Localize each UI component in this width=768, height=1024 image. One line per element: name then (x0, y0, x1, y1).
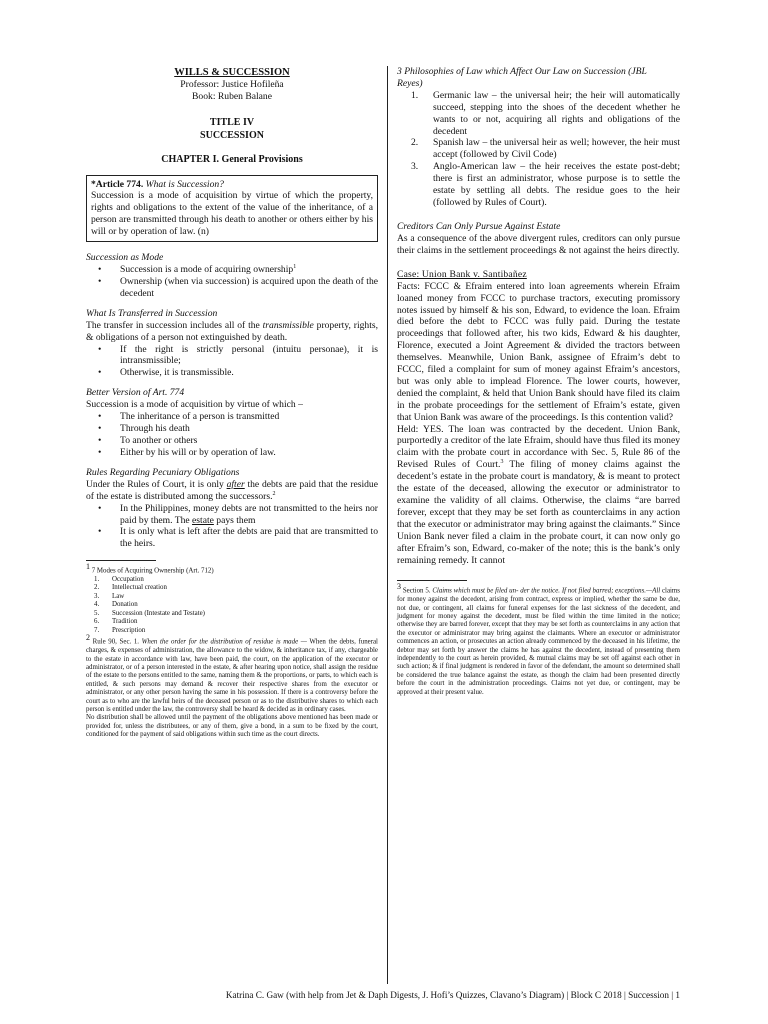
transferred-intro: The transfer in succession includes all of the transmissible property, rights, & obligations of a person not extinguished by death. (86, 319, 378, 343)
list-item: 1. Occupation (94, 575, 144, 583)
better-version-list (86, 411, 378, 459)
case-held: Held: YES. The loan was contracted by the decedent. Union Bank, purportedly a creditor of the late Efraim, should have thus filed its money claim with the probate court in accordance with Sec. 5, Rule 86 of the Revised Rules of Court.$^3$ The filing of money claims against the decedent’s estate in the probate court is mandatory, & is meant to protect the estate of the deceased, allowing the executor or administrator to examine the validity of all claims. Otherwise, the claims “are barred forever, except that they may be set forth as counterclaims in any action that the executor or administrator may bring against the claimants.” Since Union Bank never filed a claim in the probate court, it can now only go after Efraim’s son, Edward, co-maker of the note; this is the bank’s only remaining remedy. It cannot (397, 423, 681, 566)
book-line: Book: Ruben Balane (192, 91, 272, 102)
bullet-icon: • (98, 367, 102, 379)
article-label: *Article 774. (91, 178, 144, 190)
list-item: • If the right is strictly personal (intuitu personae), it is intransmissible; (98, 343, 378, 367)
list-item: • Through his death (98, 423, 190, 435)
list-item: 2. Intellectual creation (94, 584, 167, 592)
footnote-divider (397, 580, 467, 581)
footnote-3: 3 Section 5. Claims which must be filed un- der the notice. If not filed barred; exceptions.—All claims for money against the decedent, arising from contract, express or implied, whether the same be due, not due, or contingent, all claims for funeral expenses for the last sickness of the decedent, and judgment for money against the decedent, must be filed within the time limited in the notice; otherwise they are barred forever, except that they may be set forth as counterclaims in any action that the executor or administrator may bring against the claimants. Where an executor or administrator commences an action, or prosecutes an action already commenced by the deceased in his lifetime, the debtor may set forth by answer the claims he has against the decedent, instead of presenting them independently to the court as herein provided, & mutual claims may be set off against each other in such action; & if final judgment is rendered in favor of the defendant, the amount so determined shall be considered the true balance against the estate, as though the claim had been presented directly before the court in the administration proceedings. Claims not yet due, or contingent, may be approved at their present value. (397, 582, 680, 696)
bullet-icon: • (98, 446, 102, 458)
bullet-icon: • (98, 435, 102, 446)
bullet-icon: • (98, 502, 102, 514)
list-item: 4. Donation (94, 601, 138, 609)
succession-as-mode-list (86, 264, 378, 300)
bullet-icon: • (98, 526, 102, 538)
succession-as-mode-heading: Succession as Mode (86, 252, 164, 264)
list-item: 5. Succession (Intestate and Testate) (94, 609, 205, 617)
list-item: 6. Tradition (94, 618, 138, 626)
article-question: What is Succession? (145, 178, 224, 190)
list-item: 1. Germanic law – the universal heir; the heir will automatically succeed, stepping into the shoes of the decedent whether he wants to or not, acquiring all rights and obligations of the decedent (411, 89, 680, 137)
article-774-heading (91, 179, 373, 191)
list-item: 7. Prescription (94, 626, 146, 634)
footnote-ref: 1 (293, 263, 297, 270)
left-column (86, 66, 378, 740)
page-footer: Katrina C. Gaw (with help from Jet & Daph Digests, J. Hofi’s Quizzes, Clavano’s Diagram) | Block C 2018 | Succession | 1 (225, 990, 680, 1000)
footnote-ref: 2 (272, 490, 276, 497)
philosophies-list (397, 90, 680, 209)
title-heading: TITLE IV (209, 117, 255, 128)
transferred-heading: What Is Transferred in Succession (86, 307, 218, 319)
chapter-name: General Provisions (221, 154, 303, 165)
list-item: • To another or others (98, 435, 198, 446)
case-heading: Case: Union Bank v. Santibañez (397, 268, 527, 280)
list-item: • Ownership (when via succession) is acquired upon the death of the decedent (98, 275, 378, 299)
footnote-2: 2 Rule 90, Sec. 1. When the order for the distribution of residue is made — When the debts, funeral charges, & expenses of administration, the allowance to the widow, & inheritance tax, if any, chargeable to the estate in accordance with law, have been paid, the court, on the application of the executor or administrator, or of a person interested in the estate, & after hearing upon notice, shall assign the residue of the estate to the persons entitled to the same, naming them & the proportions, or parts, to which each is entitled, & such persons may demand & recover their respective shares from the executor or administrator, or any other person having the same in his possession. If there is a controversy before the court as to who are the lawful heirs of the deceased person or as to the distributive shares to which each person is entitled under the law, the controversy shall be heard & decided as in ordinary cases. No distribution shall be allowed until the payment of the obligations above mentioned has been made or provided for, unless the distributees, or any of them, give a bond, in a sum to be fixed by the court, conditioned for the payment of said obligations within such time as the court directs. (86, 633, 378, 739)
article-774-box (86, 175, 378, 243)
list-item: • It is only what is left after the debts are paid that are transmitted to the heirs. (98, 526, 378, 550)
column-divider (387, 66, 388, 984)
list-item: • Succession is a mode of acquiring ownership$^1$ (98, 263, 297, 276)
list-item: • In the Philippines, money debts are not transmitted to the heirs nor paid by them. The estate pays them (98, 502, 378, 526)
title-subheading: SUCCESSION (200, 129, 264, 141)
list-item: • Either by his will or by operation of law. (98, 446, 276, 458)
bullet-icon: • (98, 411, 102, 423)
modes-list (86, 576, 378, 636)
chapter-number: CHAPTER I. (161, 154, 220, 165)
case-facts: Facts: FCCC & Efraim entered into loan agreements wherein Efraim loaned money from FCCC to purchase tractors, executing promissory notes issued by himself & his son, Edward, to evidence the loan. Efraim died before the debt to FCCC was fully paid. During the testate proceedings that followed after, his two kids, Edward & his daughter, Florence, executed a Joint Agreement & divided the tractors between themselves. Meanwhile, Union Bank, assignee of Efraim’s debt to FCCC, filed a complaint for sum of money against Efraim’s ancestors, but was only able to implead Florence. The lower courts, however, denied the complaint, & held that Union Bank should have filed its claim in the probate proceedings for the settlement of Efraim’s estate, given that Union Bank was aware of the proceedings. Is this contention valid? (397, 280, 680, 423)
creditors-text: As a consequence of the above divergent rules, creditors can only pursue their claims in the settlement proceedings & not against the heirs directly. (397, 232, 680, 256)
course-title: WILLS & SUCCESSION (174, 67, 290, 78)
bullet-icon: • (98, 275, 102, 287)
list-item: 3. Law (94, 592, 125, 600)
bullet-icon: • (98, 264, 102, 276)
article-774-text: Succession is a mode of acquisition by virtue of which the property, rights and obligations to the extent of the value of the inheritance, of a person are transmitted through his death to another or others either by his will or by operation of law. (n) (91, 190, 373, 238)
transferred-list (86, 344, 378, 380)
pecuniary-heading: Rules Regarding Pecuniary Obligations (86, 466, 240, 478)
list-item: 3. Anglo-American law – the heir receives the estate post-debt; there is first an administrator, whose purpose is to settle the estate by settling all debts. The residue goes to the heir (followed by Rules of Court). (411, 161, 680, 208)
professor-line: Professor: Justice Hofileña (180, 79, 284, 90)
footnote-divider (86, 560, 156, 561)
philosophies-heading: 3 Philosophies of Law which Affect Our Law on Succession (JBL Reyes) (397, 66, 647, 89)
bullet-icon: • (98, 423, 102, 435)
list-item: 2. Spanish law – the universal heir as well; however, the heir must accept (followed by Civil Code) (411, 137, 680, 161)
better-version-intro: Succession is a mode of acquisition by virtue of which – (86, 399, 303, 411)
list-item: • The inheritance of a person is transmitted (98, 411, 280, 423)
chapter-heading (86, 154, 378, 167)
bullet-icon: • (98, 343, 102, 355)
creditors-heading: Creditors Can Only Pursue Against Estate (397, 220, 561, 232)
right-column (397, 66, 680, 697)
pecuniary-intro: Under the Rules of Court, it is only after the debts are paid that the residue of the estate is distributed among the successors.$^2$ (86, 478, 378, 502)
footnote-ref: 3 (500, 459, 504, 466)
footnote-1: 1 7 Modes of Acquiring Ownership (Art. 712) 1. Occupation 2. Intellectual creation 3. Law 4. Donation 5. Succession (Intestate and Testate) 6. Tradition 7. Prescription (86, 567, 378, 635)
better-version-heading: Better Version of Art. 774 (86, 387, 185, 399)
list-item: • Otherwise, it is transmissible. (98, 367, 234, 379)
pecuniary-list (86, 503, 378, 551)
